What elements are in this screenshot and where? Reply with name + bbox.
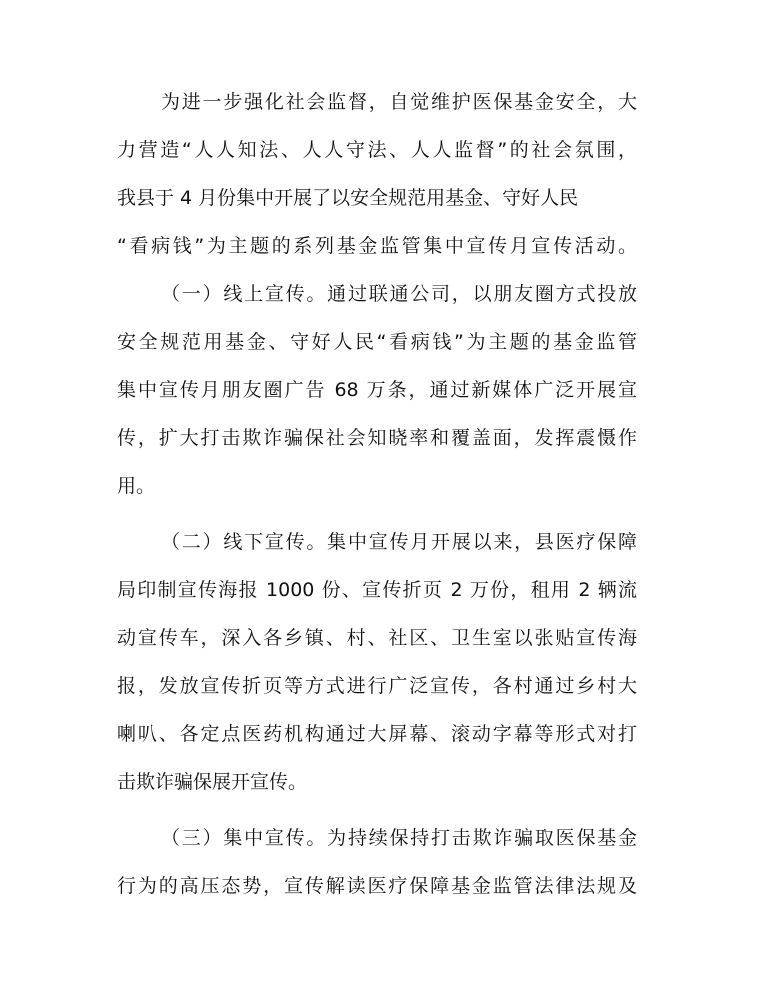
text-line: 我县于 4 月份集中开展了以安全规范用基金、守好人民 (117, 187, 579, 209)
text-line: 集中宣传月朋友圈广告 68 万条，通过新媒体广泛开展宣 (117, 379, 637, 401)
text-line: 行为的高压态势，宣传解读医疗保障基金监管法律法规及 (117, 875, 637, 897)
text-line: 喇叭、各定点医药机构通过大屏幕、滚动字幕等形式对打 (117, 723, 637, 745)
text-line: 安全规范用基金、守好人民“看病钱”为主题的基金监管 (117, 331, 637, 353)
text-line: （三）集中宣传。为持续保持打击欺诈骗取医保基金 (161, 827, 637, 849)
text-line: （二）线下宣传。集中宣传月开展以来，县医疗保障 (161, 531, 637, 553)
text-line: （一）线上宣传。通过联通公司，以朋友圈方式投放 (161, 283, 637, 305)
text-line: 局印制宣传海报 1000 份、宣传折页 2 万份，租用 2 辆流 (117, 579, 637, 601)
text-line: 击欺诈骗保展开宣传。 (117, 771, 308, 793)
text-line: 传，扩大打击欺诈骗保社会知晓率和覆盖面，发挥震慑作 (117, 427, 637, 449)
text-line: 用。 (117, 475, 156, 497)
text-line: “看病钱”为主题的系列基金监管集中宣传月宣传活动。 (117, 235, 637, 257)
text-line: 力营造“人人知法、人人守法、人人监督”的社会氛围， (117, 139, 637, 161)
text-line: 动宣传车，深入各乡镇、村、社区、卫生室以张贴宣传海 (117, 627, 637, 649)
text-line: 报，发放宣传折页等方式进行广泛宣传，各村通过乡村大 (117, 675, 637, 697)
text-line: 为进一步强化社会监督，自觉维护医保基金安全，大 (161, 91, 637, 113)
